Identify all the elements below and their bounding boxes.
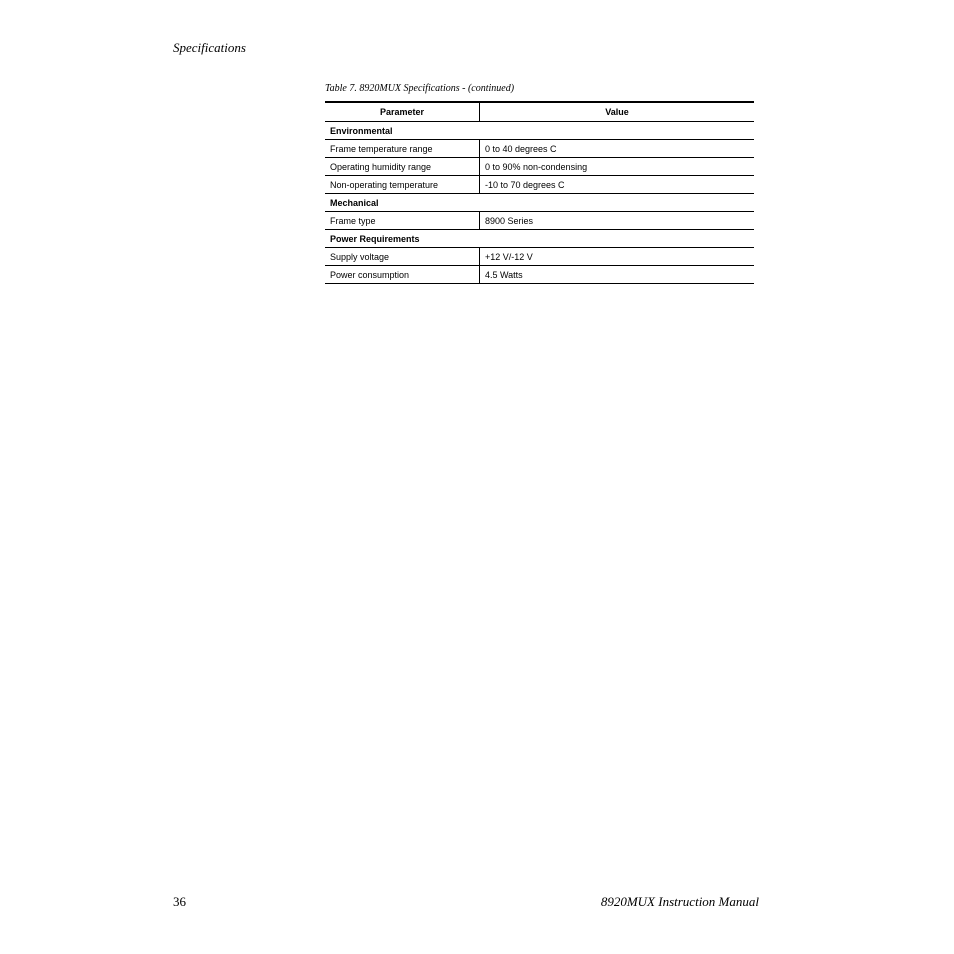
manual-title: 8920MUX Instruction Manual	[600, 894, 759, 909]
table-row	[325, 140, 754, 158]
section-row	[325, 122, 754, 140]
value-cell: 0 to 90% non-condensing	[480, 158, 755, 176]
table-row	[325, 266, 754, 284]
value-cell: 0 to 40 degrees C	[480, 140, 755, 158]
value-cell: -10 to 70 degrees C	[480, 176, 755, 194]
running-header: Specifications	[173, 40, 246, 55]
parameter-cell: Non-operating temperature	[325, 176, 480, 194]
value-cell: 4.5 Watts	[480, 266, 755, 284]
table-row	[325, 158, 754, 176]
parameter-cell: Power consumption	[325, 266, 480, 284]
table-header-row	[325, 102, 754, 122]
section-label: Environmental	[325, 122, 754, 140]
table-caption: Table 7. 8920MUX Specifications - (continued)	[325, 83, 515, 94]
table-row	[325, 212, 754, 230]
specifications-table	[325, 101, 754, 284]
table-row	[325, 248, 754, 266]
column-header-value: Value	[480, 102, 755, 122]
section-row	[325, 230, 754, 248]
value-cell: +12 V/-12 V	[480, 248, 755, 266]
parameter-cell: Supply voltage	[325, 248, 480, 266]
section-label: Mechanical	[325, 194, 754, 212]
parameter-cell: Operating humidity range	[325, 158, 480, 176]
page-number: 36	[173, 894, 186, 909]
value-cell: 8900 Series	[480, 212, 755, 230]
section-label: Power Requirements	[325, 230, 754, 248]
parameter-cell: Frame type	[325, 212, 480, 230]
section-row	[325, 194, 754, 212]
column-header-parameter: Parameter	[325, 102, 480, 122]
parameter-cell: Frame temperature range	[325, 140, 480, 158]
table-row	[325, 176, 754, 194]
